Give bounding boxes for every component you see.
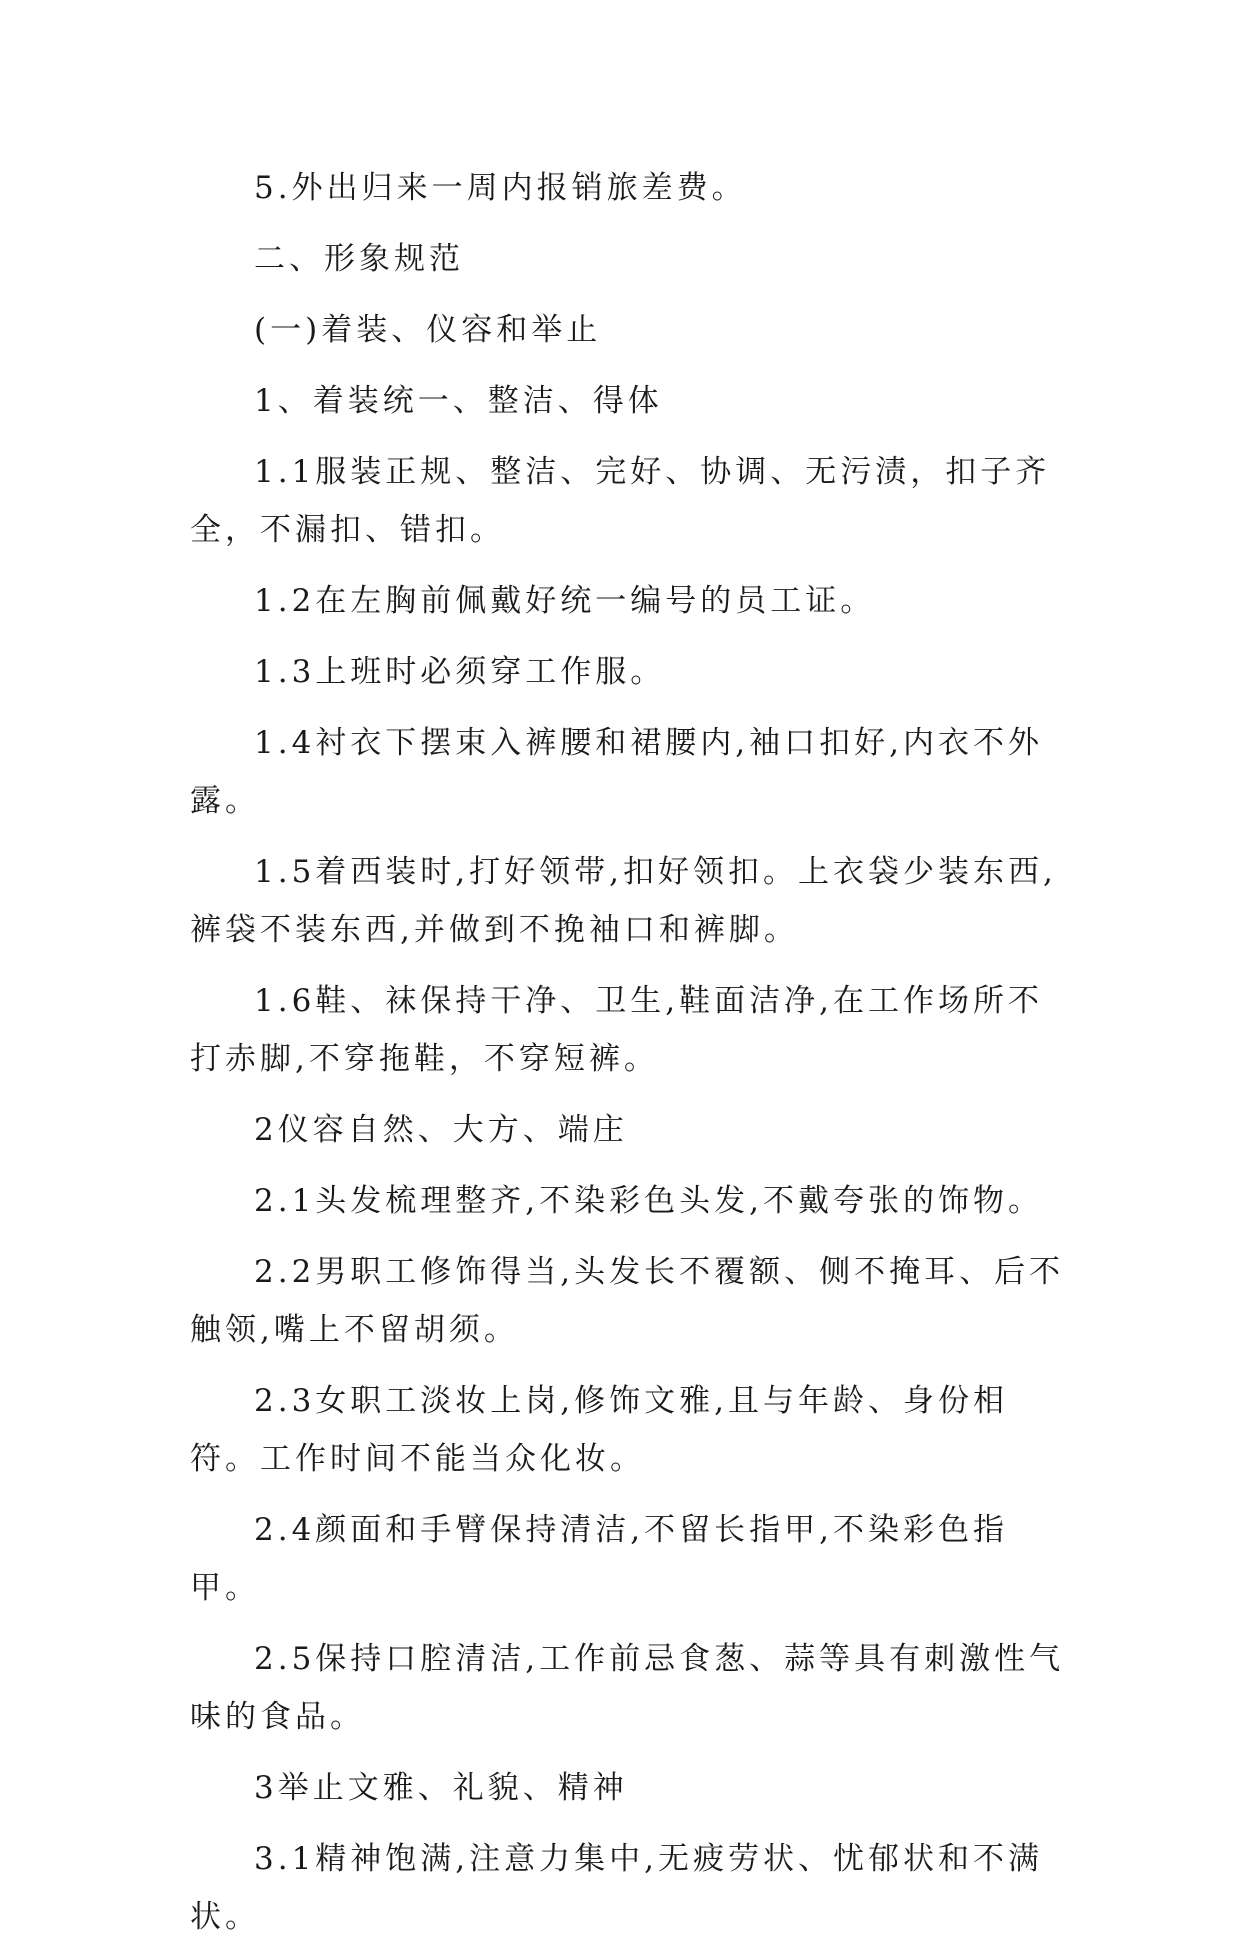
subsection-heading-dress-appearance-behavior: (一)着装、仪容和举止 xyxy=(254,312,602,348)
paragraph-1-2: 1.2在左胸前佩戴好统一编号的员工证。 xyxy=(254,583,876,619)
paragraph-1-3: 1.3上班时必须穿工作服。 xyxy=(254,654,666,690)
paragraph-2-5: 2.5保持口腔清洁,工作前忌食葱、蒜等具有刺激性气味的食品。 xyxy=(190,1641,1065,1735)
paragraph-2-2: 2.2男职工修饰得当,头发长不覆额、侧不掩耳、后不触领,嘴上不留胡须。 xyxy=(190,1254,1065,1348)
paragraph-1-5: 1.5着西装时,打好领带,扣好领扣。上衣袋少装东西,裤袋不装东西,并做到不挽袖口和裤脚。 xyxy=(190,854,1057,948)
paragraph-2-3: 2.3女职工淡妆上岗,修饰文雅,且与年龄、身份相符。工作时间不能当众化妆。 xyxy=(190,1383,1009,1477)
document-body xyxy=(190,159,1070,1959)
paragraph-1-6: 1.6鞋、袜保持干净、卫生,鞋面洁净,在工作场所不打赤脚,不穿拖鞋，不穿短裤。 xyxy=(190,983,1044,1077)
item-heading-behavior: 3举止文雅、礼貌、精神 xyxy=(254,1770,628,1806)
section-heading-image-standards: 二、形象规范 xyxy=(254,241,464,277)
item-heading-dress: 1、着装统一、整洁、得体 xyxy=(254,383,663,419)
paragraph-travel-expense: 5.外出归来一周内报销旅差费。 xyxy=(254,170,747,206)
paragraph-3-1: 3.1精神饱满,注意力集中,无疲劳状、忧郁状和不满状。 xyxy=(190,1841,1044,1935)
paragraph-2-1: 2.1头发梳理整齐,不染彩色头发,不戴夸张的饰物。 xyxy=(254,1183,1044,1219)
paragraph-1-4: 1.4衬衣下摆束入裤腰和裙腰内,袖口扣好,内衣不外露。 xyxy=(190,725,1044,819)
item-heading-appearance: 2仪容自然、大方、端庄 xyxy=(254,1112,628,1148)
paragraph-1-1: 1.1服装正规、整洁、完好、协调、无污渍，扣子齐全，不漏扣、错扣。 xyxy=(190,454,1051,548)
paragraph-2-4: 2.4颜面和手臂保持清洁,不留长指甲,不染彩色指甲。 xyxy=(190,1512,1009,1606)
